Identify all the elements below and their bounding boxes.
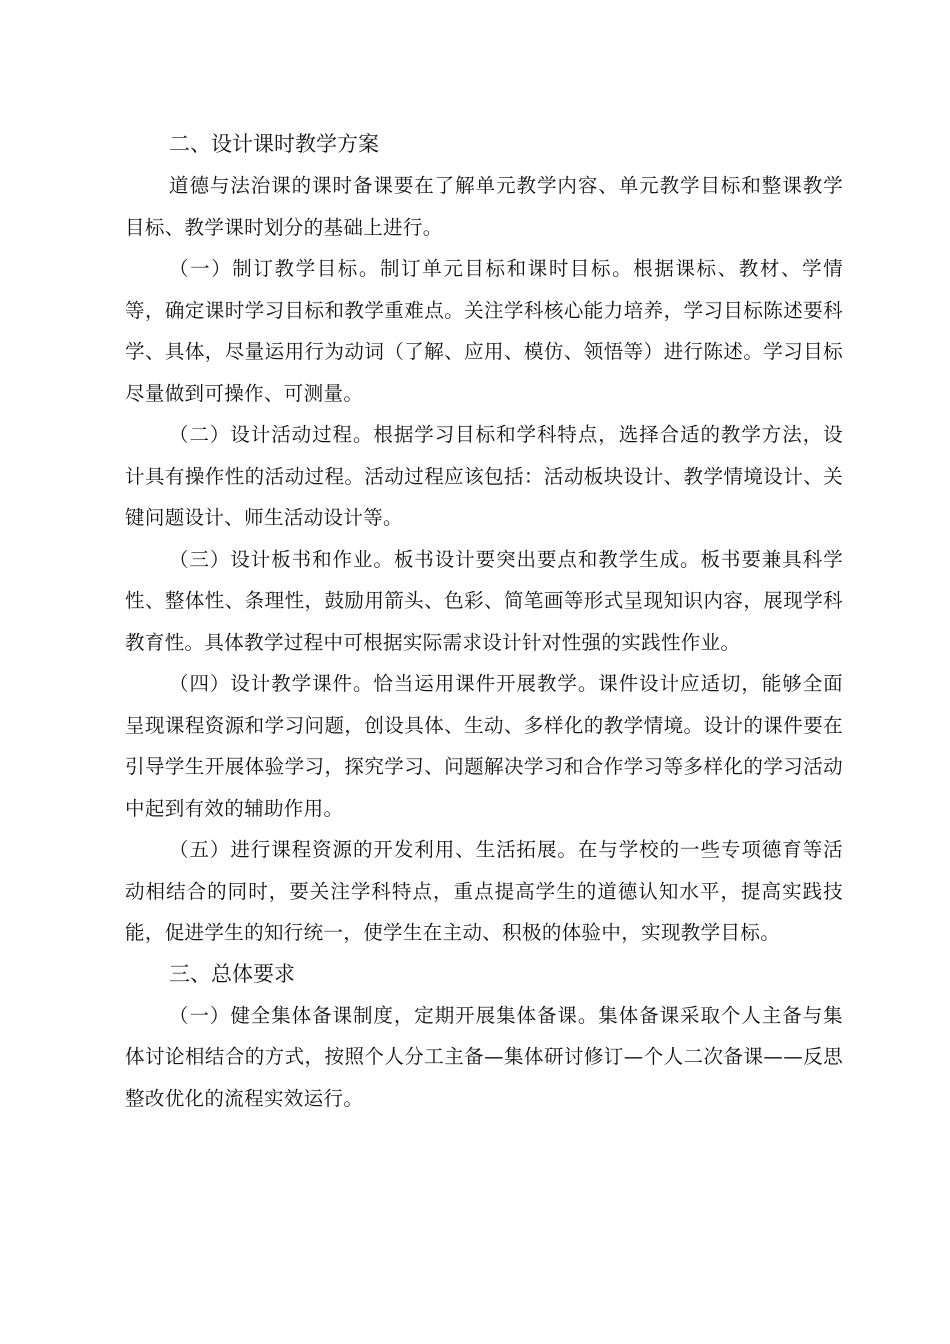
paragraph-blackboard: （三）设计板书和作业。板书设计要突出要点和教学生成。板书要兼具科学性、整体性、条理性，鼓励用箭头、色彩、简笔画等形式呈现知识内容，展现学科教育性。具体教学过程中可根据实际需求设计针对性强的实践性作业。 xyxy=(125,547,843,654)
intro-paragraph: 道德与法治课的课时备课要在了解单元教学内容、单元教学目标和整课教学目标、教学课时划分的基础上进行。 xyxy=(125,174,843,239)
section-heading-2: 二、设计课时教学方案 xyxy=(169,132,379,156)
paragraph-collective: （一）健全集体备课制度，定期开展集体备课。集体备课采取个人主备与集体讨论相结合的方式，按照个人分工主备—集体研讨修订—个人二次备课——反思整改优化的流程实效运行。 xyxy=(125,1003,843,1110)
paragraph-courseware: （四）设计教学课件。恰当运用课件开展教学。课件设计应适切，能够全面呈现课程资源和学习问题，创设具体、生动、多样化的教学情境。设计的课件要在引导学生开展体验学习，探究学习、问题解决学习和合作学习等多样化的学习活动中起到有效的辅助作用。 xyxy=(125,672,843,820)
paragraph-objectives: （一）制订教学目标。制订单元目标和课时目标。根据课标、教材、学情等，确定课时学习目标和教学重难点。关注学科核心能力培养，学习目标陈述要科学、具体，尽量运用行为动词（了解、应用、模仿、领悟等）进行陈述。学习目标尽量做到可操作、可测量。 xyxy=(125,257,843,405)
document-body xyxy=(125,124,843,1119)
paragraph-activities: （二）设计活动过程。根据学习目标和学科特点，选择合适的教学方法，设计具有操作性的活动过程。活动过程应该包括：活动板块设计、教学情境设计、关键问题设计、师生活动设计等。 xyxy=(125,423,843,529)
section-heading-3: 三、总体要求 xyxy=(169,961,295,986)
paragraph-resources: （五）进行课程资源的开发利用、生活拓展。在与学校的一些专项德育等活动相结合的同时，要关注学科特点，重点提高学生的道德认知水平，提高实践技能，促进学生的知行统一，使学生在主动、积极的体验中，实现教学目标。 xyxy=(125,838,843,944)
